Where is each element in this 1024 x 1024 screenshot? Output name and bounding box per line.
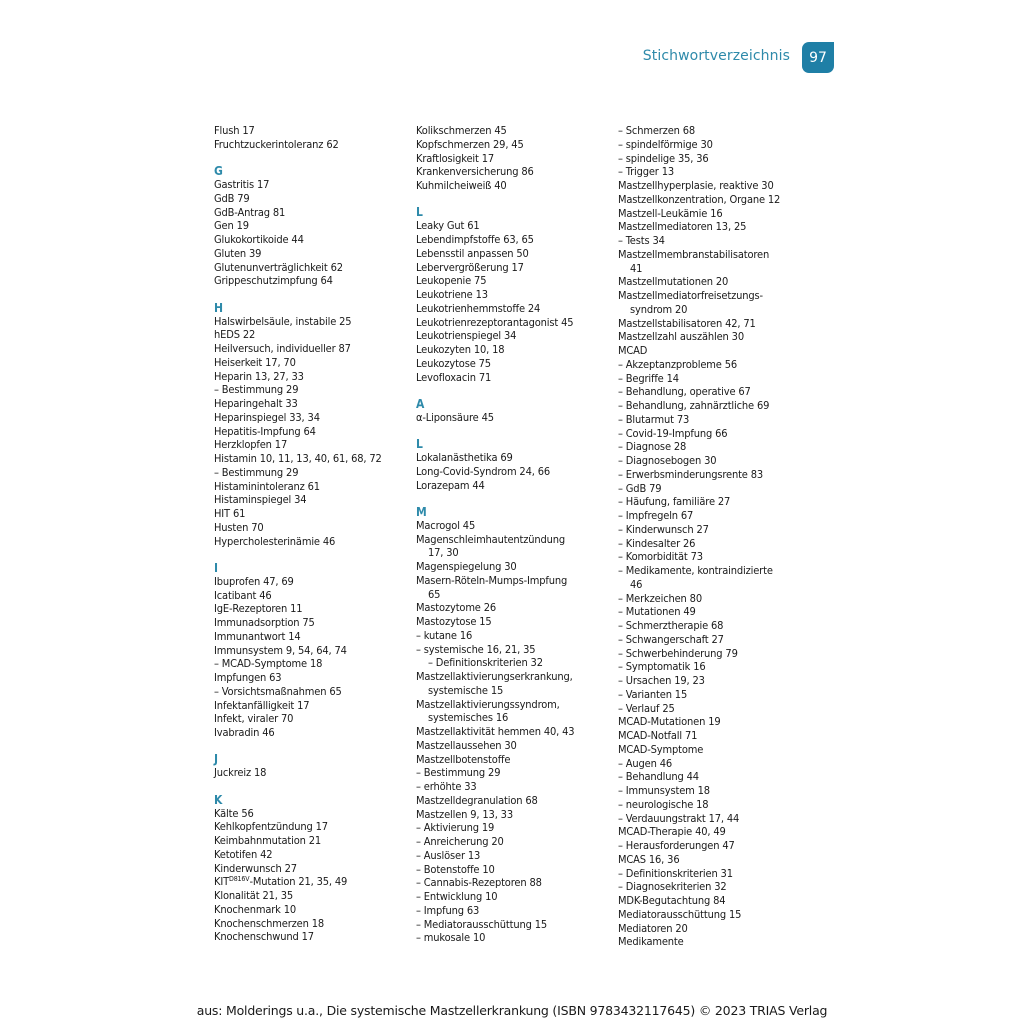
index-entry: – Trigger 13: [618, 165, 674, 179]
index-entry: Hypercholesterinämie 46: [214, 534, 336, 548]
index-entry: – Medikamente, kontraindizierte: [618, 564, 773, 577]
index-entry: Heparin 13, 27, 33: [214, 369, 304, 383]
index-entry: Mastzellaktivierungssyndrom,: [416, 697, 560, 711]
running-header-title: Stichwortverzeichnis: [642, 48, 790, 64]
index-entry: Immunantwort 14: [214, 629, 301, 643]
index-entry: – systemische 16, 21, 35: [416, 642, 536, 656]
index-entry: – Entwicklung 10: [416, 890, 498, 903]
index-entry: Ketotifen 42: [214, 847, 273, 861]
index-column-2: [416, 124, 616, 945]
index-entry: – Diagnose 28: [618, 440, 687, 454]
index-entry: – Häufung, familiäre 27: [618, 495, 731, 509]
index-entry: GdB 79: [214, 191, 250, 205]
index-entry: Mastzellhyperplasie, reaktive 30: [618, 179, 774, 192]
index-entry: Mastozytose 15: [416, 615, 492, 628]
index-entry: – Merkzeichen 80: [618, 591, 702, 605]
index-entry: – Cannabis-Rezeptoren 88: [416, 876, 542, 890]
index-letter-heading: J: [214, 752, 218, 767]
index-entry: Lebensstil anpassen 50: [416, 246, 529, 260]
index-entry: Icatibant 46: [214, 588, 272, 602]
index-entry: Gastritis 17: [214, 178, 270, 191]
index-entry: – mukosale 10: [416, 931, 486, 945]
index-entry: Keimbahnmutation 21: [214, 834, 322, 847]
index-entry: Kraftlosigkeit 17: [416, 151, 495, 165]
index-entry: – Mutationen 49: [618, 605, 696, 619]
index-entry: Leukozytose 75: [416, 356, 491, 370]
index-entry: Kuhmilcheiweiß 40: [416, 179, 507, 192]
index-entry: Macrogol 45: [416, 518, 476, 532]
index-entry: Magenschleimhautentzündung: [416, 532, 566, 546]
index-entry: Mastzellaktivität hemmen 40, 43: [416, 725, 575, 738]
index-entry: MCAD: [618, 344, 648, 357]
index-entry: – Immunsystem 18: [618, 784, 710, 797]
index-entry: Mastzellmediatoren 13, 25: [618, 220, 747, 234]
index-entry-superscript: D816V: [229, 875, 250, 884]
index-entry: Knochenschwund 17: [214, 930, 314, 944]
index-entry: Flush 17: [214, 124, 255, 137]
index-entry: GdB-Antrag 81: [214, 205, 286, 219]
index-entry: Fruchtzuckerintoleranz 62: [214, 137, 339, 151]
index-entry: Mastzellmediatorfreisetzungs-: [618, 289, 763, 302]
index-letter-heading: K: [214, 792, 223, 807]
index-entry: – Herausforderungen 47: [618, 839, 735, 852]
index-entry: – Tests 34: [618, 234, 665, 247]
index-entry: Masern-Röteln-Mumps-Impfung: [416, 573, 568, 587]
index-column-1: [214, 124, 414, 944]
index-letter-heading: G: [214, 164, 223, 178]
index-entry: – Bestimmung 29: [214, 465, 299, 479]
index-entry: – Erwerbsminderungsrente 83: [618, 467, 764, 481]
index-entry: Herzklopfen 17: [214, 438, 288, 452]
index-entry: – Verlauf 25: [618, 701, 675, 715]
index-entry: Leukopenie 75: [416, 274, 487, 288]
index-entry: Mastzellmembranstabilisatoren: [618, 247, 770, 261]
index-entry: – Begriffe 14: [618, 371, 679, 385]
index-entry: – Botenstoffe 10: [416, 862, 495, 876]
index-entry: – spindelige 35, 36: [618, 151, 709, 165]
index-entry: Mastzellstabilisatoren 42, 71: [618, 316, 756, 330]
index-entry: Mastzellmutationen 20: [618, 275, 729, 289]
index-entry: Leukotrienrezeptorantagonist 45: [416, 315, 574, 329]
index-letter-heading: M: [416, 504, 427, 519]
index-entry: Long-Covid-Syndrom 24, 66: [416, 464, 550, 478]
index-entry: Kälte 56: [214, 806, 254, 820]
index-entry: – Impfung 63: [416, 903, 480, 917]
index-entry: – Akzeptanzprobleme 56: [618, 357, 738, 371]
source-footer: aus: Molderings u.a., Die systemische Mastzellerkrankung (ISBN 9783432117645) © 2023 TRIAS Verlag: [196, 1003, 828, 1018]
index-entry: MCAD-Therapie 40, 49: [618, 825, 726, 839]
index-entry: – Definitionskriterien 31: [618, 866, 733, 880]
index-entry: – Auslöser 13: [416, 848, 481, 862]
index-entry: – erhöhte 33: [416, 780, 477, 793]
index-entry: Magenspiegelung 30: [416, 560, 517, 573]
index-entry: Histaminspiegel 34: [214, 493, 307, 507]
index-entry: – Behandlung 44: [618, 770, 699, 784]
index-entry: Mastzellkonzentration, Organe 12: [618, 192, 781, 206]
index-entry: Glutenunverträglichkeit 62: [214, 260, 343, 274]
index-entry: – Kinderwunsch 27: [618, 522, 709, 536]
index-entry: hEDS 22: [214, 328, 256, 342]
index-entry: 46: [630, 577, 643, 591]
index-entry: – kutane 16: [416, 628, 473, 642]
index-entry: – Anreicherung 20: [416, 835, 504, 848]
index-entry: Mediatorausschüttung 15: [618, 907, 742, 921]
index-entry: – neurologische 18: [618, 797, 709, 811]
index-entry: Lokalanästhetika 69: [416, 451, 513, 464]
index-entry: Immunadsorption 75: [214, 616, 315, 629]
index-entry: Mastzell-Leukämie 16: [618, 206, 723, 220]
index-entry: Ibuprofen 47, 69: [214, 574, 294, 588]
index-entry: – Bestimmung 29: [416, 766, 501, 780]
index-entry: – Komorbidität 73: [618, 550, 703, 564]
index-entry: Gen 19: [214, 219, 249, 233]
index-entry: Medikamente: [618, 935, 684, 949]
index-entry: Leukotrienhemmstoffe 24: [416, 301, 541, 315]
index-entry: 41: [630, 261, 643, 275]
index-entry: – Schmerzen 68: [618, 124, 696, 137]
index-entry: α-Liponsäure 45: [416, 410, 494, 424]
index-entry: 17, 30: [428, 546, 459, 560]
index-entry: Mastzellen 9, 13, 33: [416, 807, 513, 821]
index-column-3: [618, 124, 818, 949]
index-entry: MDK-Begutachtung 84: [618, 894, 726, 907]
index-entry: – spindelförmige 30: [618, 137, 713, 151]
index-entry: Leukozyten 10, 18: [416, 343, 505, 356]
index-letter-heading: L: [416, 205, 423, 220]
index-entry: – Definitionskriterien 32: [428, 656, 543, 670]
index-entry: – Diagnosekriterien 32: [618, 880, 727, 894]
index-entry: Knochenmark 10: [214, 902, 297, 916]
index-entry: Kinderwunsch 27: [214, 861, 297, 875]
index-entry: – Vorsichtsmaßnahmen 65: [214, 684, 342, 698]
index-entry: – Varianten 15: [618, 687, 688, 701]
index-entry: – Behandlung, operative 67: [618, 385, 751, 399]
index-entry: Levofloxacin 71: [416, 370, 492, 384]
index-entry: Leukotrienspiegel 34: [416, 329, 517, 343]
index-letter-heading: H: [214, 300, 223, 315]
index-letter-heading: L: [416, 437, 423, 451]
index-entry: syndrom 20: [630, 302, 688, 316]
index-entry: IgE-Rezeptoren 11: [214, 602, 303, 616]
index-entry: MCAS 16, 36: [618, 852, 680, 866]
index-entry: Knochenschmerzen 18: [214, 916, 325, 930]
index-entry: Mastozytome 26: [416, 601, 497, 615]
index-entry: Halswirbelsäule, instabile 25: [214, 314, 352, 328]
index-entry: – Augen 46: [618, 756, 673, 770]
index-entry: Mediatoren 20: [618, 921, 688, 935]
index-entry: – Behandlung, zahnärztliche 69: [618, 399, 770, 412]
index-entry: Grippeschutzimpfung 64: [214, 274, 333, 288]
index-entry: – Verdauungstrakt 17, 44: [618, 811, 740, 825]
index-entry: – Schwangerschaft 27: [618, 632, 724, 646]
index-entry: MCAD-Mutationen 19: [618, 715, 721, 729]
index-entry: – Diagnosebogen 30: [618, 454, 717, 467]
index-entry: systemische 15: [428, 683, 504, 697]
index-entry: MCAD-Symptome: [618, 742, 704, 756]
index-entry: HIT 61: [214, 507, 246, 520]
index-entry: Heiserkeit 17, 70: [214, 355, 296, 369]
index-entry: – Covid-19-Impfung 66: [618, 426, 728, 440]
index-entry: – Kindesalter 26: [618, 536, 696, 550]
index-entry: $KIT^{D816V}$-Mutation 21, 35, 49: [214, 875, 348, 889]
index-entry: Immunsystem 9, 54, 64, 74: [214, 643, 347, 657]
page-number-badge: 97: [802, 42, 834, 73]
index-entry: Juckreiz 18: [214, 766, 267, 780]
index-entry: – MCAD-Symptome 18: [214, 657, 323, 671]
index-entry: Lebendimpfstoffe 63, 65: [416, 233, 534, 246]
index-entry: Mastzellaussehen 30: [416, 738, 517, 752]
index-entry: Mastzellzahl auszählen 30: [618, 330, 744, 344]
index-entry: Mastzelldegranulation 68: [416, 793, 538, 807]
index-entry: Histamin 10, 11, 13, 40, 61, 68, 72: [214, 452, 382, 465]
index-entry: Infektanfälligkeit 17: [214, 698, 310, 712]
index-entry: Mastzellbotenstoffe: [416, 752, 511, 766]
index-entry: – Symptomatik 16: [618, 660, 706, 674]
index-entry: – GdB 79: [618, 481, 662, 495]
index-entry: Heparingehalt 33: [214, 397, 298, 410]
index-entry: Glukokortikoide 44: [214, 233, 304, 246]
index-entry: Kolikschmerzen 45: [416, 124, 507, 137]
index-entry: Leaky Gut 61: [416, 219, 480, 233]
index-entry: Ivabradin 46: [214, 726, 275, 739]
index-entry: – Schmerztherapie 68: [618, 619, 724, 632]
index-entry: Lebervergrößerung 17: [416, 260, 524, 274]
index-letter-heading: I: [214, 560, 218, 575]
index-entry: Gluten 39: [214, 246, 262, 260]
index-entry: systemisches 16: [428, 711, 509, 725]
index-entry: – Impfregeln 67: [618, 509, 694, 522]
index-entry: – Aktivierung 19: [416, 821, 495, 835]
index-entry: MCAD-Notfall 71: [618, 729, 698, 742]
index-entry: Mastzellaktivierungserkrankung,: [416, 670, 573, 683]
index-entry: – Blutarmut 73: [618, 412, 690, 426]
index-entry: Histaminintoleranz 61: [214, 479, 320, 493]
index-entry: Leukotriene 13: [416, 288, 488, 301]
index-entry: – Mediatorausschüttung 15: [416, 917, 548, 931]
index-entry: Kehlkopfentzündung 17: [214, 820, 328, 834]
index-entry: Lorazepam 44: [416, 478, 485, 492]
index-entry: – Schwerbehinderung 79: [618, 646, 738, 660]
index-entry: – Bestimmung 29: [214, 383, 299, 397]
index-entry: Kopfschmerzen 29, 45: [416, 137, 524, 151]
index-entry: Klonalität 21, 35: [214, 889, 294, 902]
index-entry: Infekt, viraler 70: [214, 712, 294, 726]
index-entry: Hepatitis-Impfung 64: [214, 424, 316, 438]
index-entry: Impfungen 63: [214, 671, 282, 684]
index-entry: Krankenversicherung 86: [416, 165, 534, 179]
index-entry: 65: [428, 587, 441, 601]
index-letter-heading: A: [416, 396, 425, 411]
index-entry: Heparinspiegel 33, 34: [214, 410, 320, 424]
index-entry: – Ursachen 19, 23: [618, 674, 705, 687]
index-entry: Husten 70: [214, 520, 264, 534]
index-entry: Heilversuch, individueller 87: [214, 342, 351, 355]
